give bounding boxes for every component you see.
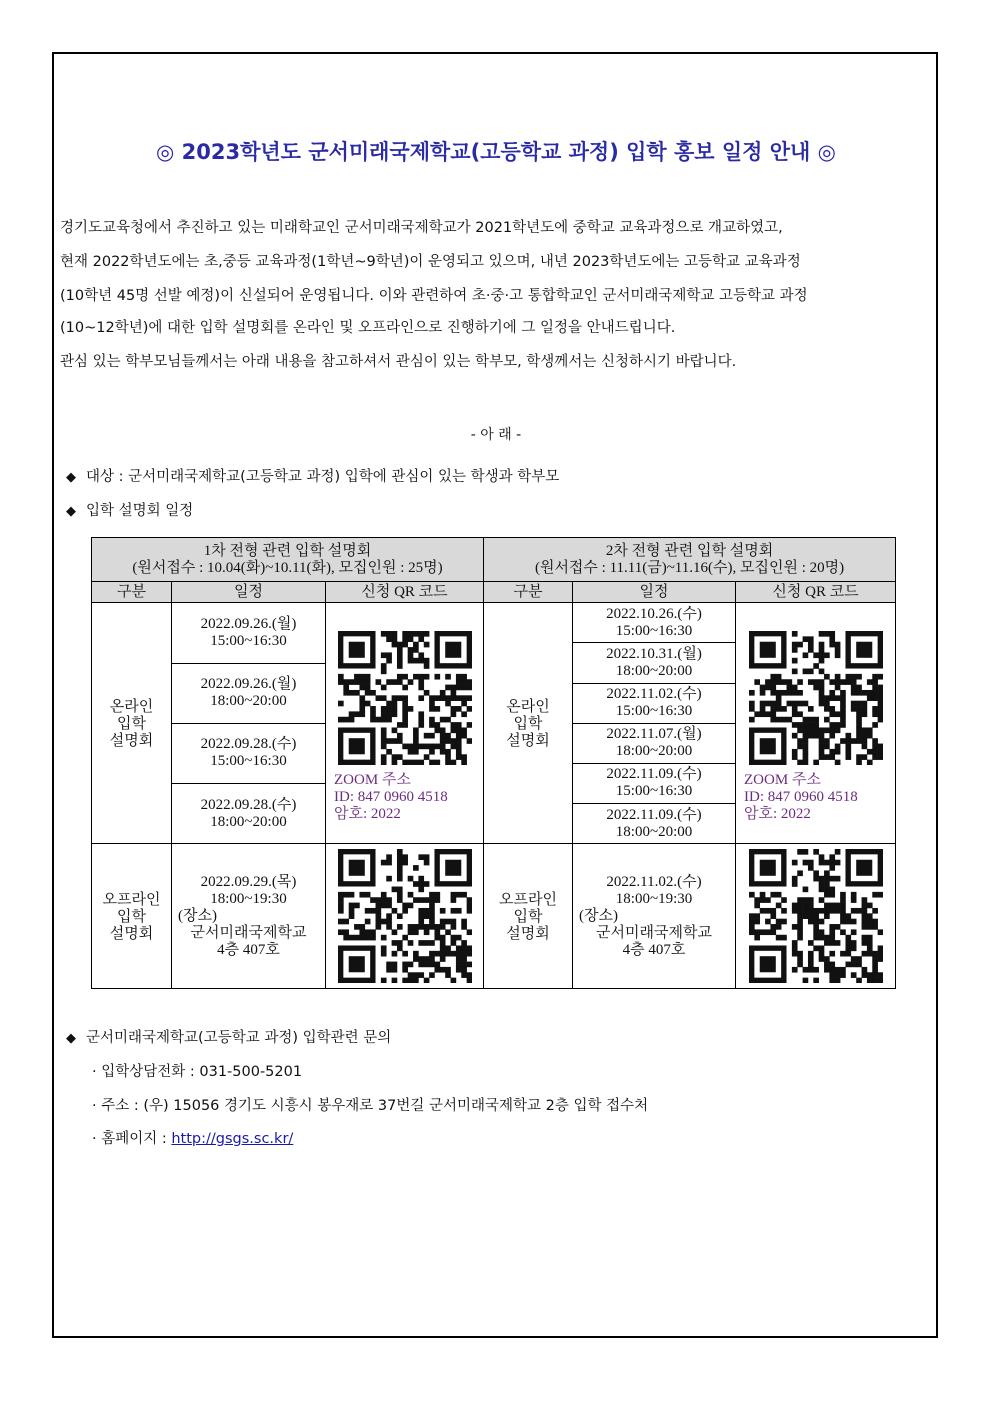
qr-code-icon[interactable] [749,631,883,765]
target-item: ◆ 대상 : 군서미래국제학교(고등학교 과정) 입학에 관심이 있는 학생과 학부모 [66,469,560,485]
schedule-item: ◆ 입학 설명회 일정 [66,503,194,519]
qr-code-icon[interactable] [338,849,472,983]
schedule-cell: 2022.11.09.(수) 15:00~16:30 [573,763,736,803]
second-session-header: 2차 전형 관련 입학 설명회 (원서접수 : 11.11(금)~11.16(수), 모집인원 : 20명) [484,538,896,582]
col-date: 일정 [573,582,736,603]
schedule-cell: 2022.09.28.(수) 18:00~20:00 [172,783,326,843]
homepage-link[interactable]: http://gsgs.sc.kr/ [171,1131,294,1147]
col-category: 구분 [92,582,172,603]
contact-heading: ◆ 군서미래국제학교(고등학교 과정) 입학관련 문의 [66,1030,392,1046]
schedule-cell: 2022.11.07.(월) 18:00~20:00 [573,723,736,763]
schedule-cell: 2022.09.28.(수) 15:00~16:30 [172,723,326,783]
online-category: 온라인 입학 설명회 [484,603,573,844]
diamond-bullet-icon: ◆ [66,1031,76,1046]
offline-category: 오프라인 입학 설명회 [92,844,172,989]
diamond-bullet-icon: ◆ [66,470,76,485]
intro-line-4: (10~12학년)에 대한 입학 설명회를 온라인 및 오프라인으로 진행하기에 그 일정을 안내드립니다. [60,320,676,336]
contact-address: · 주소 : (우) 15056 경기도 시흥시 봉우재로 37번길 군서미래국제학교 2층 입학 접수처 [92,1098,649,1114]
first-offline-qr-cell [326,844,484,989]
schedule-cell: 2022.11.02.(수) 15:00~16:30 [573,683,736,723]
schedule-table [91,537,896,989]
offline-category: 오프라인 입학 설명회 [484,844,573,989]
contact-phone: · 입학상담전화 : 031-500-5201 [92,1064,303,1080]
schedule-cell: 2022.09.26.(월) 15:00~16:30 [172,603,326,663]
col-date: 일정 [172,582,326,603]
offline-schedule-cell: 2022.11.02.(수) 18:00~19:30 (장소) 군서미래국제학교 4층 407호 [573,844,736,989]
intro-line-3: (10학년 45명 선발 예정)이 신설되어 운영됩니다. 이와 관련하여 초·중·고 통합학교인 군서미래국제학교 고등학교 과정 [60,288,808,304]
col-qr: 신청 QR 코드 [326,582,484,603]
schedule-cell: 2022.11.09.(수) 18:00~20:00 [573,804,736,844]
zoom-info: ZOOM 주소 ID: 847 0960 4518 암호: 2022 [744,772,858,823]
col-qr: 신청 QR 코드 [736,582,896,603]
offline-schedule-cell: 2022.09.29.(목) 18:00~19:30 (장소) 군서미래국제학교 4층 407호 [172,844,326,989]
qr-code-icon[interactable] [749,849,883,983]
zoom-info: ZOOM 주소 ID: 847 0960 4518 암호: 2022 [334,772,448,823]
intro-line-2: 현재 2022학년도에는 초,중등 교육과정(1학년~9학년)이 운영되고 있으며, 내년 2023학년도에는 고등학교 교육과정 [60,254,801,270]
contact-homepage: · 홈페이지 : http://gsgs.sc.kr/ [92,1131,294,1147]
intro-line-1: 경기도교육청에서 추진하고 있는 미래학교인 군서미래국제학교가 2021학년도에 중학교 교육과정으로 개교하였고, [60,220,783,236]
second-online-qr-cell [736,603,896,844]
first-online-qr-cell [326,603,484,844]
note-divider: - 아 래 - [470,427,522,443]
schedule-cell: 2022.10.26.(수) 15:00~16:30 [573,603,736,643]
second-offline-qr-cell [736,844,896,989]
col-category: 구분 [484,582,573,603]
intro-line-5: 관심 있는 학부모님들께서는 아래 내용을 참고하셔서 관심이 있는 학부모, 학생께서는 신청하시기 바랍니다. [60,354,737,370]
first-session-header: 1차 전형 관련 입학 설명회 (원서접수 : 10.04(화)~10.11(화), 모집인원 : 25명) [92,538,484,582]
schedule-cell: 2022.09.26.(월) 18:00~20:00 [172,663,326,723]
online-category: 온라인 입학 설명회 [92,603,172,844]
page-title: ◎ 2023학년도 군서미래국제학교(고등학교 과정) 입학 홍보 일정 안내 ◎ [156,140,836,164]
qr-code-icon[interactable] [338,631,472,765]
schedule-cell: 2022.10.31.(월) 18:00~20:00 [573,643,736,683]
diamond-bullet-icon: ◆ [66,504,76,519]
